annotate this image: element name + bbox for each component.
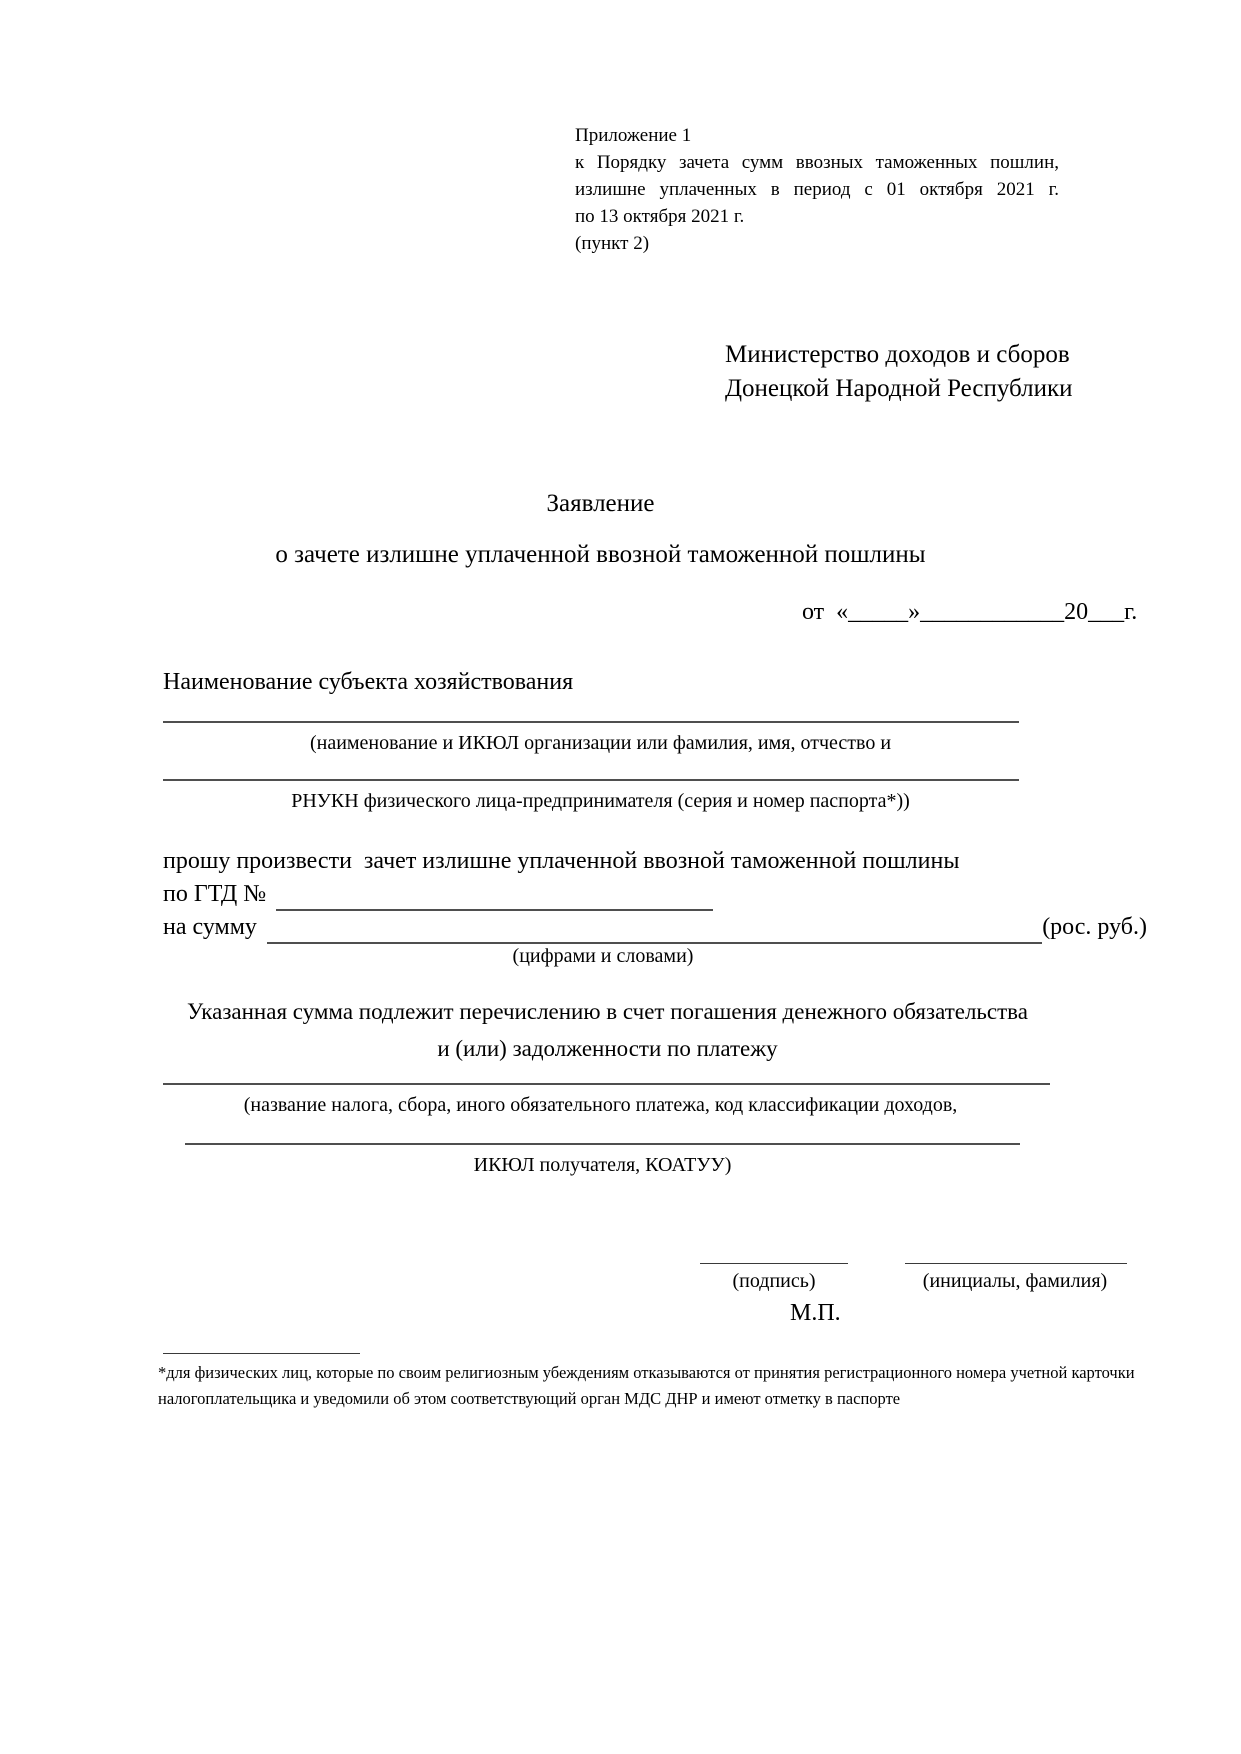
sum-row	[163, 911, 1147, 944]
sum-units: (рос. руб.)	[1042, 914, 1147, 940]
subject-caption-2: РНУКН физического лица-предпринимателя (серия и номер паспорта*))	[291, 790, 910, 812]
ministry-line: Донецкой Народной Республики	[725, 375, 1073, 402]
annex-line: по 13 октября 2021 г.	[575, 206, 745, 227]
footnote-line: налогоплательщика и уведомили об этом соответствующий орган МДС ДНР и имеют отметку в паспорте	[158, 1389, 901, 1408]
transfer-paragraph	[155, 993, 1060, 1067]
subject-label: Наименование субъекта хозяйствования	[163, 669, 574, 695]
annex-line: Приложение 1	[575, 125, 692, 146]
footnote-block	[158, 1360, 1135, 1412]
gtd-row	[163, 878, 1063, 911]
annex-block	[575, 122, 1059, 257]
footnote-divider	[163, 1353, 360, 1354]
transfer-caption-2: ИКЮЛ получателя, КОАТУУ)	[473, 1154, 732, 1176]
sum-label: на сумму	[163, 914, 257, 940]
subject-blank-line-2	[163, 779, 1019, 781]
signature-caption: (подпись)	[732, 1270, 816, 1292]
document-title: Заявление	[546, 490, 655, 517]
footnote-line: *для физических лиц, которые по своим религиозным убеждениям отказываются от принятия регистрационного номера учетной карточки	[158, 1363, 1135, 1382]
signature-blank-line	[700, 1263, 848, 1264]
subject-blank-line-1	[163, 721, 1019, 723]
transfer-blank-line-2	[185, 1143, 1020, 1145]
gtd-blank-line	[276, 883, 713, 911]
name-blank-line	[905, 1263, 1127, 1264]
gtd-label: по ГТД №	[163, 881, 267, 907]
sum-blank-line	[267, 916, 1042, 944]
annex-line: (пункт 2)	[575, 233, 650, 254]
document-subtitle: о зачете излишне уплаченной ввозной таможенной пошлины	[275, 541, 926, 568]
request-intro: прошу произвести зачет излишне уплаченной ввозной таможенной пошлины	[163, 848, 960, 874]
transfer-blank-line-1	[163, 1083, 1050, 1085]
ministry-block	[725, 338, 1145, 406]
annex-line: к Порядку зачета сумм ввозных таможенных пошлин,	[575, 152, 1059, 173]
annex-line: излишне уплаченных в период с 01 октября 2021 г.	[575, 179, 1059, 200]
transfer-line: Указанная сумма подлежит перечислению в счет погашения денежного обязательства	[187, 999, 1028, 1024]
date-line: от «_____»____________20___г.	[802, 599, 1138, 625]
sum-caption: (цифрами и словами)	[512, 945, 694, 967]
stamp-label: М.П.	[790, 1300, 841, 1326]
transfer-caption-1: (название налога, сбора, иного обязательного платежа, код классификации доходов,	[243, 1094, 958, 1116]
name-caption: (инициалы, фамилия)	[922, 1270, 1108, 1292]
subject-caption-1: (наименование и ИКЮЛ организации или фамилия, имя, отчество и	[309, 732, 892, 754]
transfer-line: и (или) задолженности по платежу	[437, 1036, 778, 1061]
ministry-line: Министерство доходов и сборов	[725, 341, 1070, 368]
